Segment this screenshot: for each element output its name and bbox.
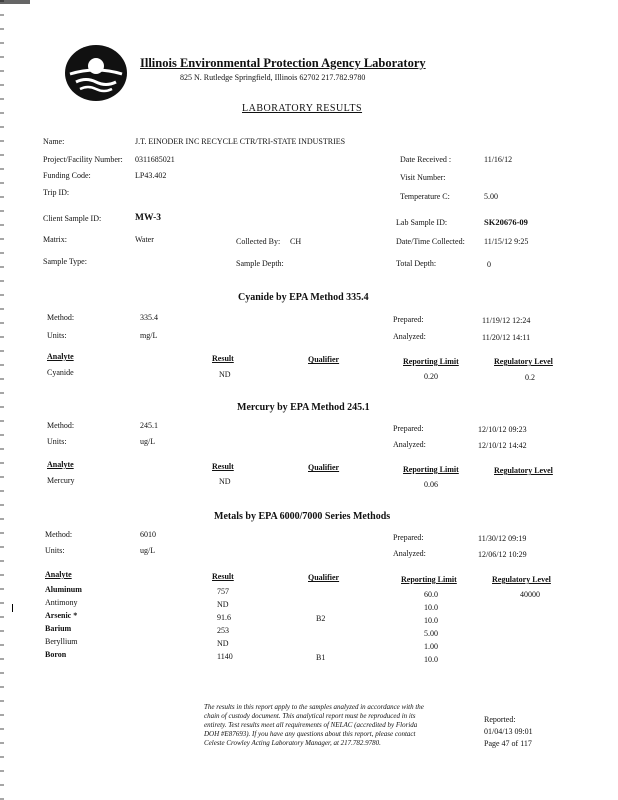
trip-label: Trip ID: <box>43 188 70 197</box>
analyte-cell: Barium <box>45 624 72 633</box>
cyanide-col-analyte: Analyte <box>47 352 74 361</box>
reporting-cell: 0.20 <box>424 372 438 381</box>
datetime-label: Date/Time Collected: <box>396 237 465 246</box>
metals-col-qualifier: Qualifier <box>308 573 340 582</box>
total-depth-label: Total Depth: <box>396 259 437 268</box>
footer-note-line-5: Celeste Crowley Acting Laboratory Manager, at 217.782.9780. <box>204 739 381 747</box>
funding-value: LP43.402 <box>135 171 167 180</box>
footer-note-line-1: The results in this report apply to the samples analyzed in accordance with the <box>204 703 424 711</box>
result-cell: 757 <box>217 587 229 596</box>
matrix-label: Matrix: <box>43 235 67 244</box>
mercury-col-regulatory: Regulatory Level <box>494 466 553 475</box>
report-title: LABORATORY RESULTS <box>242 103 363 114</box>
analyte-cell: Beryllium <box>45 637 78 646</box>
visit-label: Visit Number: <box>400 173 446 182</box>
client-sample-value: MW-3 <box>135 213 162 223</box>
mercury-col-reporting: Reporting Limit <box>403 465 459 474</box>
qualifier-cell: B2 <box>316 614 326 623</box>
mercury-method-label: Method: <box>47 421 75 430</box>
reporting-cell: 60.0 <box>424 590 438 599</box>
collected-label: Collected By: <box>236 237 281 246</box>
result-cell: ND <box>219 370 231 379</box>
footer-note-line-2: chain of custody document. This analytical report must be reproduced in its <box>204 712 416 720</box>
client-sample-label: Client Sample ID: <box>43 214 102 223</box>
sample-type-label: Sample Type: <box>43 257 87 266</box>
metals-units-value: ug/L <box>140 546 156 555</box>
footer-note-line-3: entirety. Test results meet all requirements of NELAC (accredited by Florida <box>204 721 418 729</box>
analyte-cell: Cyanide <box>47 368 74 377</box>
mercury-units-value: ug/L <box>140 437 156 446</box>
reporting-cell: 1.00 <box>424 642 438 651</box>
mercury-analyzed-label: Analyzed: <box>393 440 426 449</box>
reported-value: 01/04/13 09:01 <box>484 727 533 736</box>
metals-col-reporting: Reporting Limit <box>401 575 457 584</box>
analyte-cell: Antimony <box>45 598 78 607</box>
date-received-label: Date Received : <box>400 155 452 164</box>
lab-sample-value: SK20676-09 <box>484 217 528 227</box>
total-depth-value: 0 <box>487 260 491 269</box>
metals-analyzed-value: 12/06/12 10:29 <box>478 550 527 559</box>
footer-note-line-4: DOH #E87693). If you have any questions about this report, please contact <box>204 730 416 738</box>
datetime-value: 11/15/12 9:25 <box>484 237 529 246</box>
result-cell: 91.6 <box>217 613 231 622</box>
reporting-cell: 10.0 <box>424 655 438 664</box>
org-address: 825 N. Rutledge Springfield, Illinois 62702 217.782.9780 <box>180 73 366 82</box>
page-number: Page 47 of 117 <box>484 739 532 748</box>
temperature-value: 5.00 <box>484 192 498 201</box>
cyanide-method-value: 335.4 <box>140 313 158 322</box>
metals-col-result: Result <box>212 572 234 581</box>
regulatory-cell: 40000 <box>520 590 540 599</box>
metals-analyzed-label: Analyzed: <box>393 549 426 558</box>
reporting-cell: 0.06 <box>424 480 438 489</box>
temperature-label: Temperature C: <box>400 192 450 201</box>
scan-top-artifact <box>0 0 30 4</box>
analyte-cell: Mercury <box>47 476 75 485</box>
metals-method-label: Method: <box>45 530 73 539</box>
metals-prepared-value: 11/30/12 09:19 <box>478 534 527 543</box>
metals-col-regulatory: Regulatory Level <box>492 575 551 584</box>
sample-depth-label: Sample Depth: <box>236 259 284 268</box>
analyte-cell: Aluminum <box>45 585 82 594</box>
org-title: Illinois Environmental Protection Agency Laboratory <box>140 56 426 70</box>
metals-method-value: 6010 <box>140 530 156 539</box>
mercury-prepared-value: 12/10/12 09:23 <box>478 425 527 434</box>
name-value: J.T. EINODER INC RECYCLE CTR/TRI-STATE INDUSTRIES <box>135 137 346 146</box>
reporting-cell: 10.0 <box>424 616 438 625</box>
metals-col-analyte: Analyte <box>45 570 72 579</box>
lab-sample-label: Lab Sample ID: <box>396 218 448 227</box>
metals-units-label: Units: <box>45 546 65 555</box>
project-value: 0311685021 <box>135 155 175 164</box>
mercury-analyzed-value: 12/10/12 14:42 <box>478 441 527 450</box>
analyte-cell: Arsenic * <box>45 611 78 620</box>
scan-edge-artifact <box>0 0 4 800</box>
cyanide-method-label: Method: <box>47 313 75 322</box>
mercury-col-qualifier: Qualifier <box>308 463 340 472</box>
scan-mark <box>12 604 13 612</box>
mercury-title: Mercury by EPA Method 245.1 <box>237 402 370 413</box>
result-cell: ND <box>217 600 229 609</box>
metals-title: Metals by EPA 6000/7000 Series Methods <box>214 511 391 522</box>
cyanide-col-qualifier: Qualifier <box>308 355 340 364</box>
result-cell: ND <box>217 639 229 648</box>
mercury-col-analyte: Analyte <box>47 460 74 469</box>
cyanide-col-result: Result <box>212 354 234 363</box>
cyanide-title: Cyanide by EPA Method 335.4 <box>238 292 369 303</box>
result-cell: 1140 <box>217 652 233 661</box>
mercury-units-label: Units: <box>47 437 67 446</box>
cyanide-prepared-value: 11/19/12 12:24 <box>482 316 531 325</box>
collected-value: CH <box>290 237 302 246</box>
mercury-prepared-label: Prepared: <box>393 424 424 433</box>
date-received-value: 11/16/12 <box>484 155 513 164</box>
cyanide-units-label: Units: <box>47 331 67 340</box>
epa-logo-icon <box>64 44 128 102</box>
cyanide-prepared-label: Prepared: <box>393 315 424 324</box>
analyte-cell: Boron <box>45 650 67 659</box>
cyanide-analyzed-label: Analyzed: <box>393 332 426 341</box>
result-cell: ND <box>219 477 231 486</box>
cyanide-analyzed-value: 11/20/12 14:11 <box>482 333 531 342</box>
metals-prepared-label: Prepared: <box>393 533 424 542</box>
reporting-cell: 5.00 <box>424 629 438 638</box>
mercury-col-result: Result <box>212 462 234 471</box>
result-cell: 253 <box>217 626 229 635</box>
name-label: Name: <box>43 137 65 146</box>
cyanide-col-regulatory: Regulatory Level <box>494 357 553 366</box>
cyanide-units-value: mg/L <box>140 331 158 340</box>
reporting-cell: 10.0 <box>424 603 438 612</box>
matrix-value: Water <box>135 235 154 244</box>
cyanide-col-reporting: Reporting Limit <box>403 357 459 366</box>
project-label: Project/Facility Number: <box>43 155 123 164</box>
qualifier-cell: B1 <box>316 653 326 662</box>
reported-label: Reported: <box>484 715 516 724</box>
regulatory-cell: 0.2 <box>525 373 535 382</box>
mercury-method-value: 245.1 <box>140 421 158 430</box>
funding-label: Funding Code: <box>43 171 91 180</box>
